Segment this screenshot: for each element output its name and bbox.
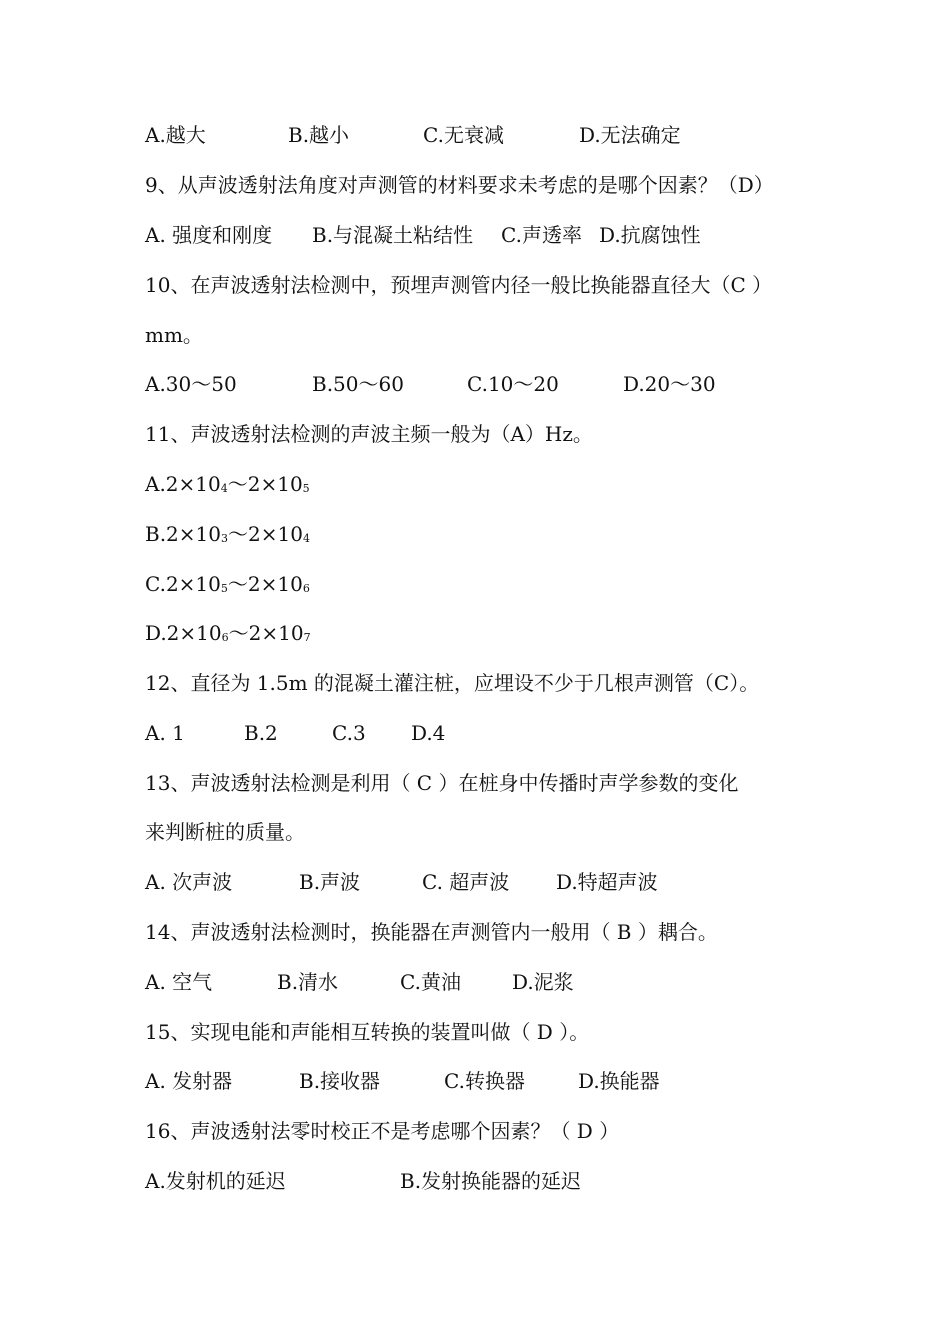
q15-stem: 15、实现电能和声能相互转换的装置叫做（ D ）。 bbox=[145, 1020, 590, 1044]
q11-option-b: $B.2\times 10_3\sim 2\times 10_4$ bbox=[145, 522, 310, 546]
q11-option-c: $C.2\times 10_5\sim 2\times 10_6$ bbox=[145, 572, 310, 596]
q13-option-a: A. 次声波 bbox=[145, 870, 233, 894]
q8-option-b: B.越小 bbox=[288, 123, 350, 147]
q9-option-b: B.与混凝土粘结性 bbox=[312, 223, 474, 247]
q9-option-a: A. 强度和刚度 bbox=[145, 223, 273, 247]
q16-stem: 16、声波透射法零时校正不是考虑哪个因素？（ D ） bbox=[145, 1119, 620, 1143]
q12-option-d: D.4 bbox=[411, 721, 446, 745]
q14-option-b: B.清水 bbox=[277, 970, 339, 994]
q11-option-a: $A.2\times 10_4\sim 2\times 10_5$ bbox=[145, 472, 310, 496]
q13-option-b: B.声波 bbox=[299, 870, 361, 894]
q12-stem: 12、直径为 1.5m 的混凝土灌注桩，应埋设不少于几根声测管（C）。 bbox=[145, 671, 760, 695]
q13-stem-line1: 13、声波透射法检测是利用（ C ）在桩身中传播时声学参数的变化 bbox=[145, 771, 739, 795]
q12-option-b: B.2 bbox=[244, 721, 278, 745]
q13-stem-line2: 来判断桩的质量。 bbox=[145, 820, 305, 844]
q10-option-b: B.50～60 bbox=[312, 372, 404, 396]
q16-option-a: A.发射机的延迟 bbox=[145, 1169, 286, 1193]
q10-option-d: D.20～30 bbox=[623, 372, 716, 396]
q10-option-c: C.10～20 bbox=[467, 372, 559, 396]
q14-stem: 14、声波透射法检测时，换能器在声测管内一般用（ B ）耦合。 bbox=[145, 920, 718, 944]
q11-option-d: $D.2\times 10_6\sim 2\times 10_7$ bbox=[145, 621, 311, 645]
q15-option-b: B.接收器 bbox=[299, 1069, 381, 1093]
q14-option-c: C.黄油 bbox=[400, 970, 461, 994]
q12-option-a: A. 1 bbox=[145, 721, 185, 745]
q12-option-c: C.3 bbox=[332, 721, 366, 745]
q13-option-c: C. 超声波 bbox=[422, 870, 510, 894]
q14-option-a: A. 空气 bbox=[145, 970, 213, 994]
q10-stem-line2: mm。 bbox=[145, 323, 203, 347]
q15-option-c: C.转换器 bbox=[444, 1069, 525, 1093]
q9-option-c: C.声透率 bbox=[501, 223, 582, 247]
q9-option-d: D.抗腐蚀性 bbox=[599, 223, 701, 247]
q14-option-d: D.泥浆 bbox=[512, 970, 574, 994]
q11-stem: 11、声波透射法检测的声波主频一般为（A）Hz。 bbox=[145, 422, 593, 446]
q16-option-b: B.发射换能器的延迟 bbox=[400, 1169, 582, 1193]
q8-option-c: C.无衰减 bbox=[423, 123, 504, 147]
q10-stem-line1: 10、在声波透射法检测中，预埋声测管内径一般比换能器直径大（C ） bbox=[145, 273, 773, 297]
q15-option-a: A. 发射器 bbox=[145, 1069, 233, 1093]
q8-option-d: D.无法确定 bbox=[579, 123, 681, 147]
q10-option-a: A.30～50 bbox=[145, 372, 237, 396]
q9-stem: 9、从声波透射法角度对声测管的材料要求未考虑的是哪个因素？（D） bbox=[145, 173, 774, 197]
q13-option-d: D.特超声波 bbox=[556, 870, 658, 894]
q8-option-a: A.越大 bbox=[145, 123, 206, 147]
q15-option-d: D.换能器 bbox=[578, 1069, 660, 1093]
